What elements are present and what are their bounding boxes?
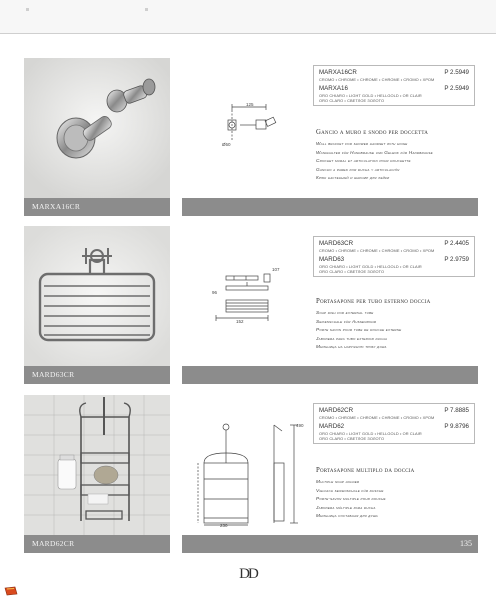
dimension-label: Ø50 [222,142,231,147]
description-line: Gancho a pared for ducha y articulación [316,166,400,172]
product-price: P 9.8796 [444,423,469,430]
product-descriptions [316,478,481,521]
description-line: Seifenschale für Aussenrohr [316,318,377,324]
product-footer-bar [182,535,478,553]
price-line [319,423,469,431]
finish-text: ORO CHIARO • LIGHT GOLD • HELLGOLD • OR CLAIR [319,93,422,98]
product-photo-card [24,58,170,216]
brand-logo: DD [239,566,257,582]
price-line [319,240,469,248]
top-marker [145,8,148,11]
technical-drawing [186,413,308,528]
top-band [0,0,496,34]
product-price: P 2.9759 [444,256,469,263]
dimension-label: 490 [296,423,304,428]
photo-label: MARD62CR [24,535,170,553]
description-line: Wandhalter für Handbrause und Gelenk für Handbrause [316,149,433,155]
photo-label: MARD63CR [24,366,170,384]
product-footer-bar [182,198,478,216]
photo-label: MARXA16CR [24,198,170,216]
dimension-label: 96 [212,290,218,295]
product-descriptions [316,140,481,183]
finish-text: ORO CHIARO • LIGHT GOLD • HELLGOLD • OR CLAIR [319,264,422,269]
product-title: Gancio a muro e snodo per doccetta [316,129,429,136]
finish-text: ORO CLARO • СВЕТЛОЕ ЗОЛОТО [319,269,385,274]
pdf-badge-icon [4,586,18,596]
product-photo [24,226,170,366]
product-price: P 2.5949 [444,69,469,76]
product-price: P 2.4405 [444,240,469,247]
product-code: MARD63CR [319,240,354,247]
top-marker [26,8,29,11]
description-line: Мыльница на наружную трубу душа [316,344,387,349]
product-code: MARXA16 [319,85,348,92]
price-line [319,69,469,77]
description-line: Porte-savon multiple pour douche [316,496,386,501]
price-box [313,236,475,277]
finish-text: ORO CLARO • СВЕТЛОЕ ЗОЛОТО [319,436,385,441]
price-line [319,407,469,415]
product-footer-bar [182,366,478,384]
product-price: P 7.8885 [444,407,469,414]
technical-drawing [186,98,308,153]
product-price: P 2.5949 [444,85,469,92]
description-line: Soap dish for external tube [316,310,374,315]
description-line: Multiple soap holder [316,479,360,484]
price-line [319,85,469,93]
dimension-label: 125 [246,102,254,107]
product-code: MARXA16CR [319,69,357,76]
product-code: MARD63 [319,256,345,263]
description-line: Porte savon pour tube de douche externe [316,327,402,332]
technical-drawing [186,264,308,324]
description-line: Jabonera múltiple para ducha [316,504,376,510]
page-number: 135 [460,539,472,548]
product-title: Portasapone per tubo esterno doccia [316,298,431,305]
product-photo [24,395,170,535]
price-box [313,403,475,444]
finish-text: ORO CHIARO • LIGHT GOLD • HELLGOLD • OR CLAIR [319,431,422,436]
description-line: Крюк настенный и шарнир для лейки [316,175,390,180]
product-code: MARD62 [319,423,345,430]
dimension-label: 152 [236,319,244,324]
finish-text: ORO CLARO • СВЕТЛОЕ ЗОЛОТО [319,98,385,103]
product-code: MARD62CR [319,407,354,414]
product-photo [24,58,170,198]
finish-text: CROMO • CHROME • CHROME • CHROME • CROMO • ХРОМ [319,415,435,420]
product-photo-card [24,226,170,384]
finish-text: CROMO • CHROME • CHROME • CHROME • CROMO • ХРОМ [319,77,435,82]
price-line [319,256,469,264]
description-line: Crochet mural et articulation pour douchette [316,158,411,163]
product-descriptions [316,309,481,352]
description-line: Wall bracket for shower handset with hinge [316,141,408,146]
dimension-label: 230 [220,523,228,528]
dimension-label: 107 [272,267,280,272]
description-line: Jabonera para tubo exterior ducha [316,335,388,341]
product-photo-card [24,395,170,553]
description-line: Vielfach seifenschale für dusche [316,487,384,493]
product-title: Portasapone multiplo da doccia [316,467,415,474]
description-line: Мыльница составная для душа [316,513,378,518]
price-box [313,65,475,106]
finish-text: CROMO • CHROME • CHROME • CHROME • CROMO • ХРОМ [319,248,435,253]
